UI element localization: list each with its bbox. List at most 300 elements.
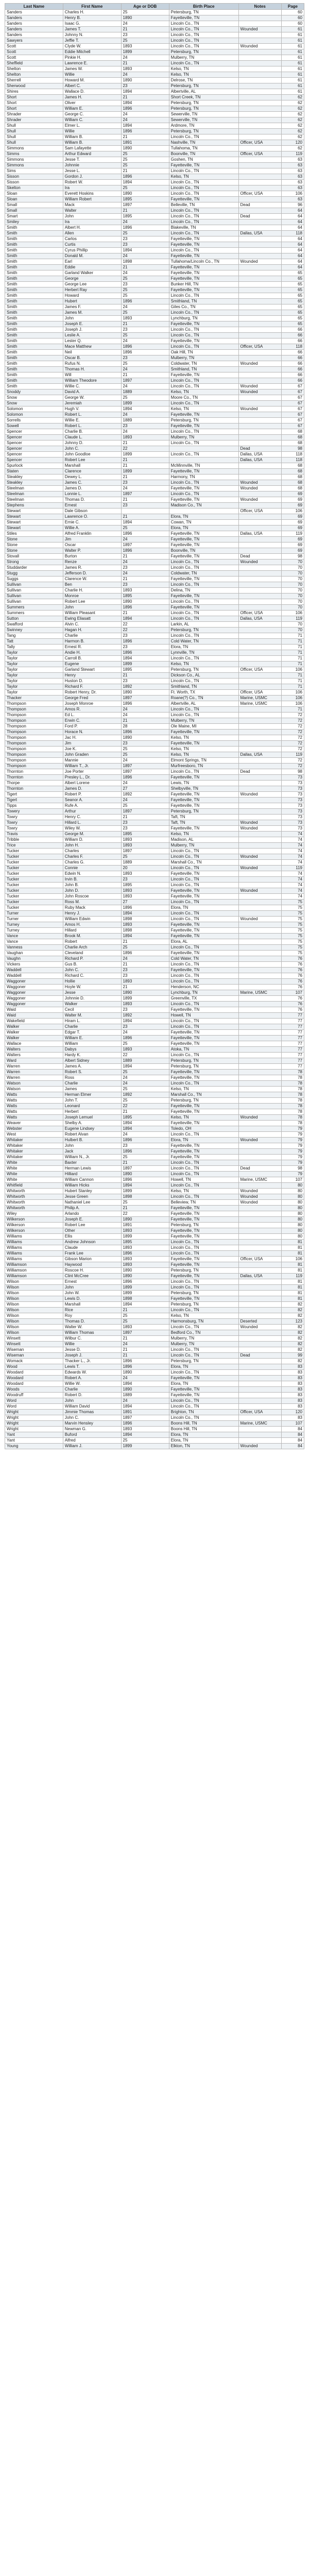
first-name-cell: Amos R.	[63, 707, 121, 713]
last-name-cell: Wilson	[5, 1279, 63, 1285]
table-row	[5, 457, 304, 463]
page-cell: 75	[281, 951, 304, 956]
page-cell: 78	[281, 1115, 304, 1121]
age-or-dob-cell: 23	[121, 503, 169, 509]
last-name-cell: Williams	[5, 1245, 63, 1251]
age-or-dob-cell: 21	[121, 1109, 169, 1115]
notes-cell: Dead	[238, 202, 281, 208]
last-name-cell: Warren	[5, 1064, 63, 1070]
notes-cell	[238, 747, 281, 752]
table-row	[5, 979, 304, 985]
page-cell: 70	[281, 588, 304, 594]
birth-place-cell: Fayetteville, TN	[169, 741, 238, 747]
page-cell: 82	[281, 1302, 304, 1308]
age-or-dob-cell: 1892	[121, 1013, 169, 1019]
age-or-dob-cell: 1898	[121, 928, 169, 934]
age-or-dob-cell: 24	[121, 338, 169, 344]
page-cell: 76	[281, 1007, 304, 1013]
birth-place-cell: Fayetteville, TN	[169, 270, 238, 276]
first-name-cell: Robert Lee	[63, 599, 121, 605]
last-name-cell: Word	[5, 1404, 63, 1410]
age-or-dob-cell: 21	[121, 611, 169, 616]
age-or-dob-cell: 1890	[121, 735, 169, 741]
birth-place-cell: Elora, TN	[169, 1364, 238, 1370]
last-name-cell: Thornton	[5, 769, 63, 775]
age-or-dob-cell: 24	[121, 1398, 169, 1404]
birth-place-cell: Fayetteville, TN	[169, 338, 238, 344]
age-or-dob-cell: 1899	[121, 1234, 169, 1240]
page-cell: 98	[281, 769, 304, 775]
age-or-dob-cell: 1893	[121, 316, 169, 321]
birth-place-cell: Fayetteville, TN	[169, 1030, 238, 1036]
table-row	[5, 990, 304, 996]
table-row	[5, 1064, 304, 1070]
age-or-dob-cell: 20	[121, 866, 169, 871]
table-row	[5, 1053, 304, 1058]
first-name-cell: Baxter	[63, 1160, 121, 1166]
age-or-dob-cell: 25	[121, 945, 169, 951]
page-cell: 65	[281, 316, 304, 321]
age-or-dob-cell: 1890	[121, 599, 169, 605]
table-row	[5, 248, 304, 253]
notes-cell	[238, 645, 281, 650]
birth-place-cell: Roane(?) Co., TN	[169, 696, 238, 701]
last-name-cell: Turney	[5, 928, 63, 934]
page-cell: 76	[281, 985, 304, 990]
page-cell: 80	[281, 1217, 304, 1223]
last-name-cell: Shires	[5, 89, 63, 95]
age-or-dob-cell: 21	[121, 1308, 169, 1313]
table-row	[5, 401, 304, 406]
age-or-dob-cell: 21	[121, 577, 169, 582]
page-cell: 78	[281, 1075, 304, 1081]
column-header-page[interactable]: Page	[281, 4, 304, 10]
last-name-cell: Whitfield	[5, 1183, 63, 1189]
last-name-cell: Smiley	[5, 219, 63, 225]
last-name-cell: Sorrells	[5, 418, 63, 423]
table-row	[5, 55, 304, 61]
first-name-cell: George W.	[63, 395, 121, 401]
first-name-cell: Thacker L., Jr.	[63, 1359, 121, 1364]
notes-cell	[238, 775, 281, 781]
first-name-cell: Hiram L.	[63, 1019, 121, 1024]
notes-cell	[238, 883, 281, 888]
first-name-cell: William Theodore	[63, 378, 121, 384]
page-cell: 98	[281, 446, 304, 452]
age-or-dob-cell: 22	[121, 1104, 169, 1109]
birth-place-cell: Lincoln Co., TN	[169, 219, 238, 225]
page-cell: 82	[281, 1347, 304, 1353]
birth-place-cell: Fayetteville, TN	[169, 1155, 238, 1160]
notes-cell	[238, 543, 281, 548]
first-name-cell: Jefferson D.	[63, 571, 121, 577]
first-name-cell: George C.	[63, 112, 121, 117]
page-cell: 78	[281, 1070, 304, 1075]
table-row	[5, 849, 304, 854]
birth-place-cell: Fayetteville, TN	[169, 1149, 238, 1155]
notes-cell: Dead	[238, 446, 281, 452]
table-row	[5, 191, 304, 197]
last-name-cell: Woodruff	[5, 1393, 63, 1398]
table-row	[5, 21, 304, 27]
notes-cell	[238, 338, 281, 344]
page-cell: 119	[281, 1274, 304, 1279]
notes-cell	[238, 781, 281, 786]
age-or-dob-cell: 24	[121, 486, 169, 492]
table-row	[5, 815, 304, 820]
page-cell: 75	[281, 917, 304, 922]
last-name-cell: Whitaker	[5, 1155, 63, 1160]
age-or-dob-cell: 1896	[121, 174, 169, 180]
birth-place-cell: Lincoln Co., TN	[169, 900, 238, 905]
last-name-cell: Smith	[5, 333, 63, 338]
page-cell: 70	[281, 599, 304, 605]
birth-place-cell: Ardmore, TN	[169, 123, 238, 129]
age-or-dob-cell: 1896	[121, 701, 169, 707]
birth-place-cell: Fayetteville, TN	[169, 1296, 238, 1302]
notes-cell: Marine, USMC	[238, 1177, 281, 1183]
birth-place-cell: Fayetteville, TN	[169, 1143, 238, 1149]
birth-place-cell: Fayetteville, TN	[169, 730, 238, 735]
last-name-cell: Summers	[5, 611, 63, 616]
table-row	[5, 605, 304, 611]
notes-cell	[238, 401, 281, 406]
birth-place-cell: Petersburg, TN	[169, 10, 238, 15]
first-name-cell: Walter P.	[63, 548, 121, 554]
last-name-cell: Watson	[5, 1081, 63, 1087]
first-name-cell: James C.	[63, 480, 121, 486]
birth-place-cell	[169, 457, 238, 463]
birth-place-cell: Larkin, AL	[169, 622, 238, 628]
age-or-dob-cell: 1896	[121, 299, 169, 304]
notes-cell	[238, 174, 281, 180]
first-name-cell: Henry	[63, 673, 121, 679]
notes-cell	[238, 718, 281, 724]
last-name-cell: Simmons	[5, 163, 63, 168]
last-name-cell: Smith	[5, 270, 63, 276]
table-row	[5, 611, 304, 616]
page-cell: 75	[281, 905, 304, 911]
page-cell: 62	[281, 134, 304, 140]
birth-place-cell: Fayetteville, TN	[169, 1211, 238, 1217]
notes-cell	[238, 197, 281, 202]
column-header-age-or-dob[interactable]: Age or DOB	[121, 4, 169, 10]
birth-place-cell: Elora, TN	[169, 1381, 238, 1387]
table-row	[5, 973, 304, 979]
birth-place-cell: Fayetteville, TN	[169, 792, 238, 798]
table-row	[5, 1268, 304, 1274]
birth-place-cell: Bedford Co., TN	[169, 1330, 238, 1336]
last-name-cell: Sullivan	[5, 588, 63, 594]
notes-cell	[238, 1172, 281, 1177]
age-or-dob-cell: 1893	[121, 843, 169, 849]
birth-place-cell: Petersburg, TN	[169, 49, 238, 55]
age-or-dob-cell: 1893	[121, 1002, 169, 1007]
table-row	[5, 486, 304, 492]
first-name-cell: John T.	[63, 1098, 121, 1104]
age-or-dob-cell: 1893	[121, 894, 169, 900]
last-name-cell: Smith	[5, 367, 63, 372]
birth-place-cell: Kelso, TN	[169, 1189, 238, 1194]
birth-place-cell: Kelso, TN	[169, 747, 238, 752]
page-cell: 82	[281, 1342, 304, 1347]
age-or-dob-cell: 1893	[121, 979, 169, 985]
age-or-dob-cell: 1898	[121, 917, 169, 922]
last-name-cell: Turner	[5, 911, 63, 917]
page-cell: 106	[281, 696, 304, 701]
page-cell: 71	[281, 707, 304, 713]
notes-cell: Dead	[238, 554, 281, 560]
page-cell: 65	[281, 270, 304, 276]
first-name-cell: Thomas H.	[63, 367, 121, 372]
first-name-cell: Donald M.	[63, 253, 121, 259]
birth-place-cell: Fayetteville, TN	[169, 1387, 238, 1393]
last-name-cell: Smith	[5, 253, 63, 259]
page-cell: 78	[281, 1104, 304, 1109]
birth-place-cell: Lincoln Co., TN	[169, 599, 238, 605]
first-name-cell: Joseph Monroe	[63, 701, 121, 707]
last-name-cell: Smith	[5, 350, 63, 355]
page-cell: 73	[281, 775, 304, 781]
page-cell: 74	[281, 877, 304, 883]
birth-place-cell: Taft, TN	[169, 820, 238, 826]
notes-cell	[238, 724, 281, 730]
table-row	[5, 1308, 304, 1313]
page-cell: 72	[281, 724, 304, 730]
table-row	[5, 577, 304, 582]
birth-place-cell: Fayetteville, TN	[169, 253, 238, 259]
first-name-cell: Charlie B.	[63, 429, 121, 435]
notes-cell	[238, 1427, 281, 1432]
page-cell: 69	[281, 520, 304, 526]
table-row	[5, 1075, 304, 1081]
page-cell: 65	[281, 282, 304, 287]
last-name-cell: Wood	[5, 1364, 63, 1370]
page-cell: 61	[281, 32, 304, 38]
notes-cell: Wounded	[238, 480, 281, 486]
notes-cell	[238, 514, 281, 520]
notes-cell: Officer, USA	[238, 1410, 281, 1415]
last-name-cell: Waddell	[5, 973, 63, 979]
birth-place-cell: Toledo, OH	[169, 1126, 238, 1132]
last-name-cell: Waddell	[5, 968, 63, 973]
birth-place-cell: Atoka, TN	[169, 1047, 238, 1053]
notes-cell	[238, 21, 281, 27]
page-cell: 65	[281, 310, 304, 316]
first-name-cell: Leonard	[63, 1104, 121, 1109]
age-or-dob-cell: 23	[121, 679, 169, 684]
notes-cell	[238, 849, 281, 854]
first-name-cell: Jesse L.	[63, 168, 121, 174]
first-name-cell: Hagan H.	[63, 628, 121, 633]
table-row	[5, 316, 304, 321]
birth-place-cell: Elora, AL	[169, 939, 238, 945]
age-or-dob-cell: 25	[121, 185, 169, 191]
notes-cell	[238, 713, 281, 718]
notes-cell	[238, 537, 281, 543]
notes-cell	[238, 571, 281, 577]
notes-cell	[238, 276, 281, 282]
table-row	[5, 49, 304, 55]
age-or-dob-cell: 21	[121, 168, 169, 174]
notes-cell	[238, 1132, 281, 1138]
notes-cell	[238, 225, 281, 231]
first-name-cell: Richard P.	[63, 956, 121, 962]
page-cell: 77	[281, 1047, 304, 1053]
page-cell: 74	[281, 832, 304, 837]
birth-place-cell: Fayetteville, TN	[169, 265, 238, 270]
last-name-cell: Sanders	[5, 21, 63, 27]
notes-cell	[238, 1149, 281, 1155]
age-or-dob-cell: 25	[121, 38, 169, 44]
notes-cell: Wounded	[238, 259, 281, 265]
page-cell: 106	[281, 701, 304, 707]
last-name-cell: Steakley	[5, 480, 63, 486]
last-name-cell: Sullivan	[5, 594, 63, 599]
last-name-cell: Smith	[5, 248, 63, 253]
birth-place-cell: Lincoln Co., TN	[169, 1370, 238, 1376]
last-name-cell: Weaver	[5, 1121, 63, 1126]
first-name-cell: David A.	[63, 389, 121, 395]
page-cell: 118	[281, 452, 304, 457]
first-name-cell: Garland Walker	[63, 270, 121, 276]
table-row	[5, 905, 304, 911]
first-name-cell: Jesse T.	[63, 157, 121, 163]
column-header-last-name[interactable]: Last Name	[5, 4, 63, 10]
page-cell: 66	[281, 350, 304, 355]
table-row	[5, 27, 304, 32]
first-name-cell: Albert Lorene	[63, 781, 121, 786]
age-or-dob-cell: 1897	[121, 1415, 169, 1421]
table-row	[5, 299, 304, 304]
page-cell: 84	[281, 1432, 304, 1438]
page-cell: 60	[281, 21, 304, 27]
birth-place-cell: Fayetteville, TN	[169, 531, 238, 537]
notes-cell: Dallas, USA	[238, 616, 281, 622]
age-or-dob-cell: 1891	[121, 140, 169, 146]
page-cell: 64	[281, 214, 304, 219]
page-cell: 60	[281, 15, 304, 21]
last-name-cell: Young	[5, 1444, 63, 1449]
column-header-notes[interactable]: Notes	[238, 4, 281, 10]
table-row	[5, 758, 304, 764]
birth-place-cell: Delrose, TN	[169, 78, 238, 83]
first-name-cell: Hillard L.	[63, 820, 121, 826]
last-name-cell: Thornton	[5, 786, 63, 792]
age-or-dob-cell: 23	[121, 820, 169, 826]
page-cell: 120	[281, 1410, 304, 1415]
first-name-cell: Jesse	[63, 990, 121, 996]
table-row	[5, 713, 304, 718]
last-name-cell: Ward	[5, 1058, 63, 1064]
birth-place-cell: Lincoln Co., TN	[169, 1325, 238, 1330]
first-name-cell: Ross M.	[63, 900, 121, 905]
birth-place-cell: Elora, TN	[169, 645, 238, 650]
age-or-dob-cell: 23	[121, 565, 169, 571]
first-name-cell: Shelby A.	[63, 1121, 121, 1126]
age-or-dob-cell: 1892	[121, 792, 169, 798]
first-name-cell: William J.	[63, 1444, 121, 1449]
age-or-dob-cell: 21	[121, 554, 169, 560]
age-or-dob-cell: 1893	[121, 922, 169, 928]
age-or-dob-cell: 1897	[121, 378, 169, 384]
age-or-dob-cell: 23	[121, 968, 169, 973]
first-name-cell: Neil	[63, 350, 121, 355]
birth-place-cell: Harmony, TN	[169, 474, 238, 480]
page-cell: 72	[281, 758, 304, 764]
birth-place-cell: Fayetteville, TN	[169, 803, 238, 809]
notes-cell	[238, 837, 281, 843]
table-row	[5, 474, 304, 480]
page-cell: 78	[281, 1081, 304, 1087]
last-name-cell: Smith	[5, 304, 63, 310]
age-or-dob-cell: 1897	[121, 1330, 169, 1336]
age-or-dob-cell: 21	[121, 939, 169, 945]
table-row	[5, 15, 304, 21]
page-cell: 81	[281, 1296, 304, 1302]
table-row	[5, 803, 304, 809]
table-row	[5, 667, 304, 673]
last-name-cell: Thompson	[5, 758, 63, 764]
age-or-dob-cell: 24	[121, 571, 169, 577]
age-or-dob-cell: 1893	[121, 837, 169, 843]
last-name-cell: Spencer	[5, 457, 63, 463]
table-row	[5, 588, 304, 594]
first-name-cell: Joseph E.	[63, 1217, 121, 1223]
last-name-cell: Short	[5, 100, 63, 106]
column-header-birth-place[interactable]: Birth Place	[169, 4, 238, 10]
age-or-dob-cell: 24	[121, 219, 169, 225]
first-name-cell: Charles H.	[63, 10, 121, 15]
age-or-dob-cell: 21	[121, 985, 169, 990]
first-name-cell: William Edwin	[63, 917, 121, 922]
first-name-cell: Wallace D.	[63, 89, 121, 95]
age-or-dob-cell: 1892	[121, 1092, 169, 1098]
column-header-first-name[interactable]: First Name	[63, 4, 121, 10]
page-cell: 66	[281, 327, 304, 333]
table-row	[5, 520, 304, 526]
first-name-cell: Walter W.	[63, 1325, 121, 1330]
first-name-cell: George	[63, 276, 121, 282]
first-name-cell: Ernest	[63, 1279, 121, 1285]
last-name-cell: Wright	[5, 1410, 63, 1415]
first-name-cell: Charlie Arch	[63, 945, 121, 951]
table-row	[5, 1398, 304, 1404]
age-or-dob-cell: 1890	[121, 1370, 169, 1376]
notes-cell	[238, 843, 281, 849]
table-row	[5, 922, 304, 928]
last-name-cell: Thompson	[5, 730, 63, 735]
first-name-cell: Robert L.	[63, 423, 121, 429]
notes-cell	[238, 157, 281, 163]
page-cell: 62	[281, 112, 304, 117]
last-name-cell: Sheffield	[5, 61, 63, 66]
notes-cell	[238, 1308, 281, 1313]
first-name-cell: Brook M.	[63, 934, 121, 939]
first-name-cell: William Cannon	[63, 1177, 121, 1183]
birth-place-cell: Lincoln Co., TN	[169, 1251, 238, 1257]
page-cell: 64	[281, 253, 304, 259]
page-cell: 61	[281, 72, 304, 78]
first-name-cell: Claude L.	[63, 435, 121, 440]
birth-place-cell: Fayetteville, TN	[169, 372, 238, 378]
first-name-cell: Wiley W.	[63, 826, 121, 832]
page-cell: 69	[281, 514, 304, 520]
age-or-dob-cell: 1896	[121, 1149, 169, 1155]
last-name-cell: Steelman	[5, 492, 63, 497]
age-or-dob-cell: 25	[121, 10, 169, 15]
age-or-dob-cell: 1889	[121, 1393, 169, 1398]
